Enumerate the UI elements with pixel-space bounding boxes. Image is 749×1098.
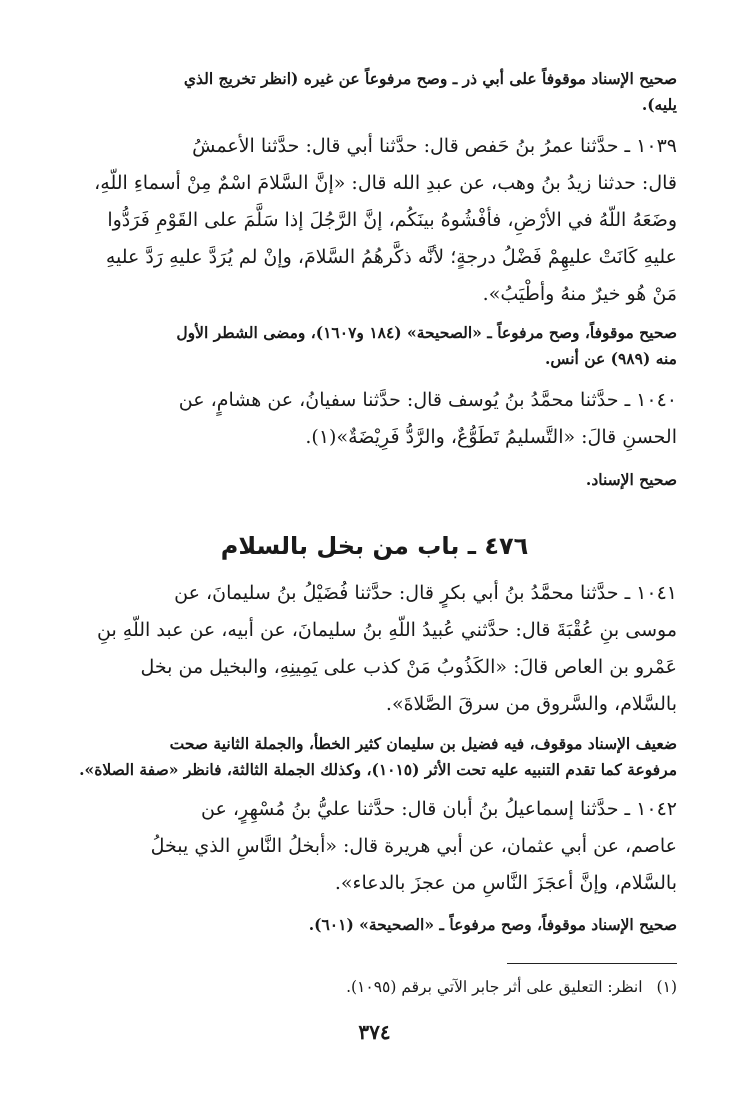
grade-note-3 — [72, 467, 677, 493]
page-number: ٣٧٤ — [358, 1020, 391, 1044]
grade-note-line: ضعيف الإسناد موقوف، فيه فضيل بن سليمان كثير الخطأ، والجملة الثانية صحت — [169, 734, 677, 753]
hadith-line: عَمْرو بن العاص قالَ: «الكَذُوبُ مَنْ كذب على يَمِينِهِ، والبخيل من بخل — [140, 656, 677, 678]
hadith-line: عليهِ كَانَتْ عليهِمْ فَضْلُ درجةٍ؛ لأنَّه ذكَّرهُمُ السَّلامَ، وإنْ لم يُرَدَّ عليهِ رَدَّ عليهِ — [105, 246, 677, 268]
hadith-1040 — [72, 382, 677, 456]
hadith-line: بالسَّلام، والسَّروق من سرقَ الصَّلاةَ». — [385, 693, 677, 715]
grade-note-4 — [72, 731, 677, 783]
footnote — [72, 974, 677, 1000]
hadith-line: وضَعَهُ اللّهُ في الأرْضِ، فأفْشُوهُ بينَكُم، إنَّ الرَّجُلَ إذا سَلَّمَ على القَوْمِ فَرَدُّوا — [107, 209, 677, 231]
hadith-line: ١٠٣٩ ـ حدَّثنا عمرُ بنُ حَفص قال: حدَّثنا أبي قال: حدَّثنا الأعمشُ — [192, 135, 677, 157]
hadith-line: بالسَّلام، وإنَّ أعجَزَ النَّاسِ من عجزَ بالدعاء». — [334, 872, 677, 894]
hadith-1042 — [72, 791, 677, 902]
hadith-line: قال: حدثنا زيدُ بنُ وهب، عن عبدِ الله قال: «إنَّ السَّلامَ اسْمٌ مِنْ أسماءِ اللّهِ، — [94, 172, 677, 194]
hadith-line: مَنْ هُو خيرٌ منهُ وأطْيَبُ». — [482, 283, 677, 305]
grade-note-line: يليه). — [641, 95, 677, 114]
footnote-text: انظر: التعليق على أثر جابر الآتي برقم (١٠٩٥). — [346, 978, 643, 996]
chapter-heading: ٤٧٦ ـ باب من بخل بالسلام — [220, 532, 529, 560]
footnote-marker: (١) — [656, 978, 677, 996]
hadith-line: موسى بنِ عُقْبَةَ قال: حدَّثني عُبيدُ اللّهِ بنُ سليمانَ، عن أبيه، عن عبد اللّهِ بنِ — [96, 619, 677, 641]
hadith-line: عاصم، عن أبي عثمان، عن أبي هريرة قال: «أبخلُ النَّاسِ الذي يبخلُ — [150, 835, 677, 857]
grade-note-line: صحيح موقوفاً، وصح مرفوعاً ـ «الصحيحة» (١٨٤ و١٦٠٧)، ومضى الشطر الأول — [176, 323, 677, 342]
hadith-line: الحسنِ قالَ: «التَّسليمُ تَطَوُّعٌ، والرَّدُّ فَرِيْضَةٌ»(١). — [305, 426, 677, 448]
hadith-1041 — [72, 575, 677, 723]
grade-note-line: صحيح الإسناد موقوفاً، وصح مرفوعاً ـ «الصحيحة» (٦٠١). — [308, 915, 677, 934]
hadith-line: ١٠٤١ ـ حدَّثنا محمَّدُ بنُ أبي بكرٍ قال: حدَّثنا فُضَيْلُ بنُ سليمانَ، عن — [174, 582, 677, 604]
grade-note-line: صحيح الإسناد. — [585, 470, 677, 489]
footnote-divider — [507, 963, 677, 964]
grade-note-line: صحيح الإسناد موقوفاً على أبي ذر ـ وصح مرفوعاً عن غيره (انظر تخريج الذي — [183, 69, 677, 88]
hadith-line: ١٠٤٢ ـ حدَّثنا إسماعيلُ بنُ أبان قال: حدَّثنا عليُّ بنُ مُسْهِرٍ، عن — [201, 798, 677, 820]
hadith-line: ١٠٤٠ ـ حدَّثنا محمَّدُ بنُ يُوسف قال: حدَّثنا سفيانُ، عن هشامٍ، عن — [178, 389, 677, 411]
hadith-1039 — [72, 128, 677, 313]
grade-note-line: مرفوعة كما تقدم التنبيه عليه تحت الأثر (١٠١٥)، وكذلك الجملة الثالثة، فانظر «صفة الصلاة». — [79, 760, 677, 779]
grade-note-2 — [72, 320, 677, 372]
grade-note-5 — [72, 912, 677, 938]
grade-note-1 — [72, 66, 677, 118]
grade-note-line: منه (٩٨٩) عن أنس. — [545, 349, 677, 368]
